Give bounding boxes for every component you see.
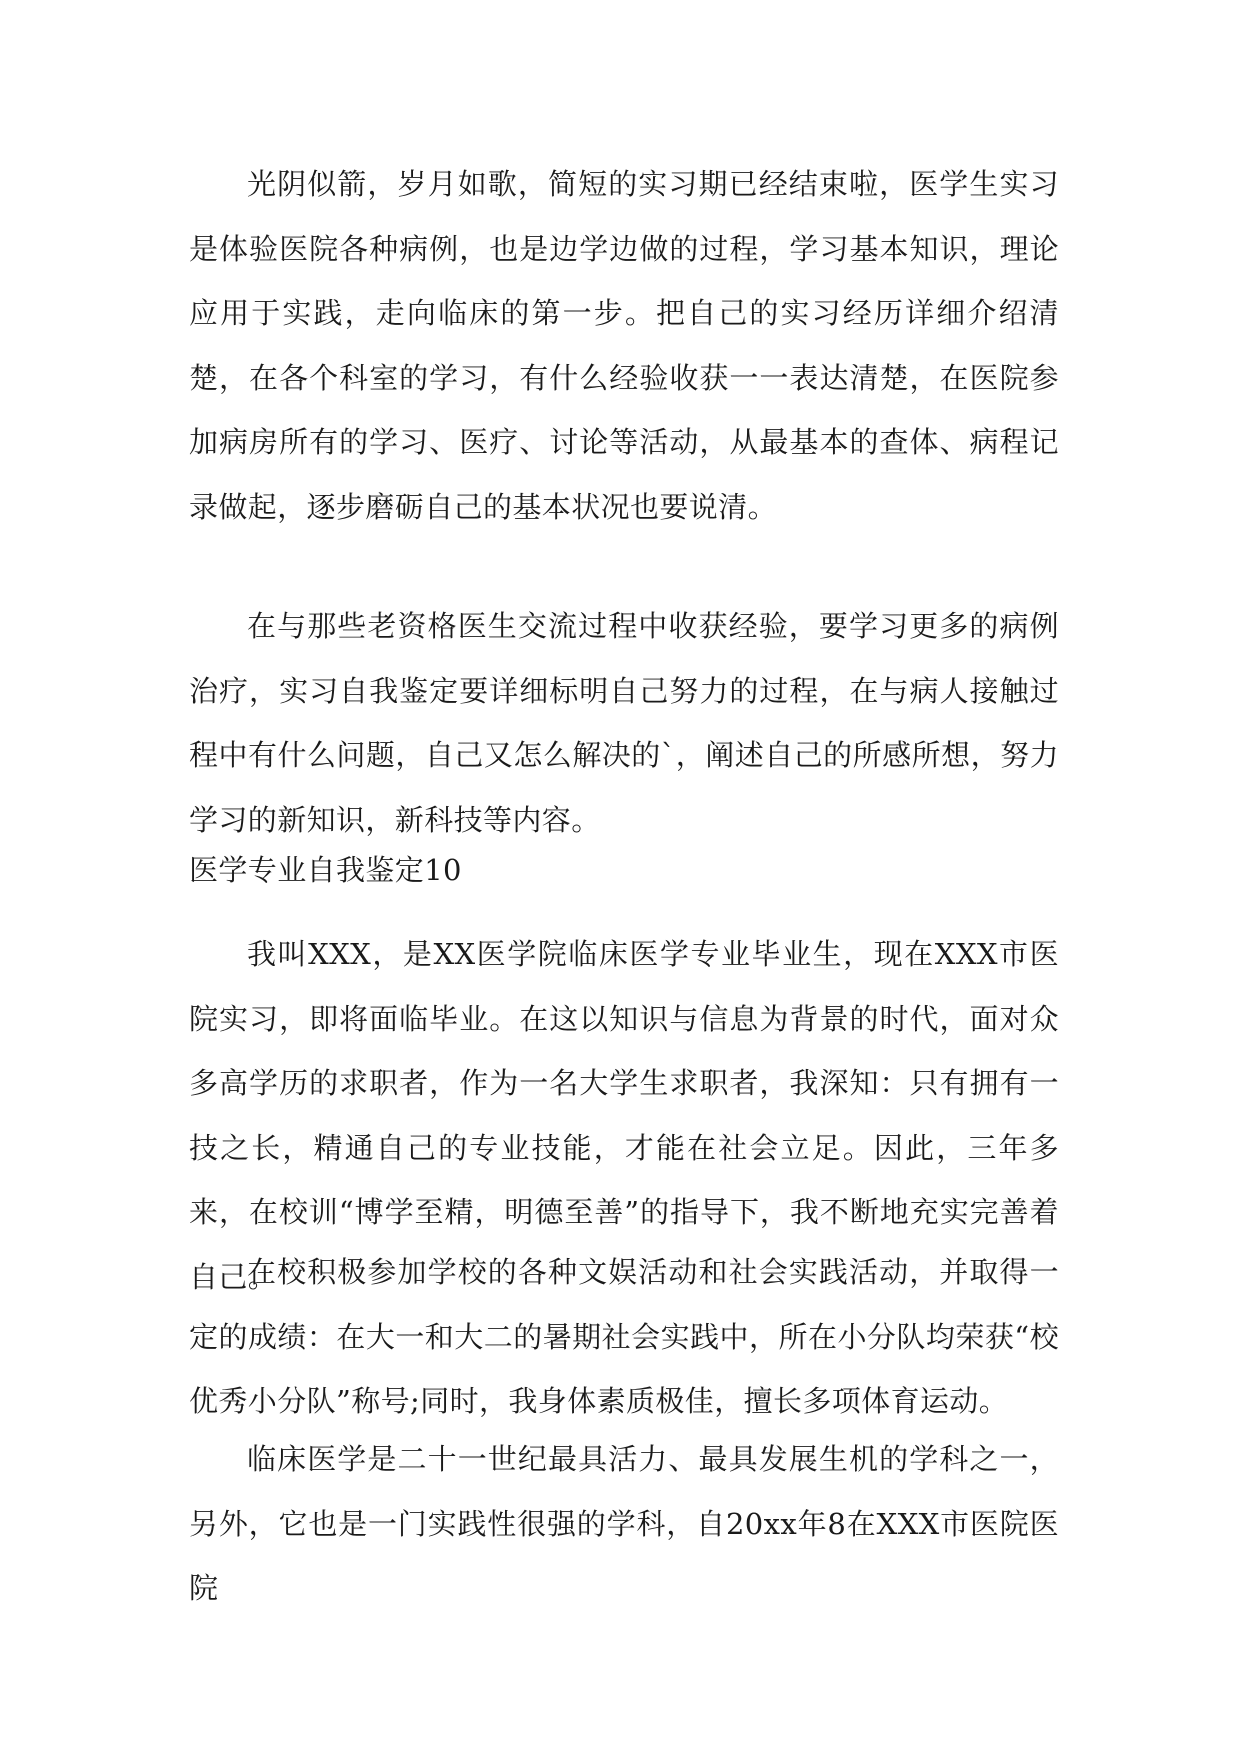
paragraph-block-4 <box>189 1240 1059 1434</box>
paragraph: 光阴似箭，岁月如歌，简短的实习期已经结束啦，医学生实习是体验医院各种病例，也是边学边做的过程，学习基本知识，理论应用于实践，走向临床的第一步。把自己的实习经历详细介绍清楚，在各个科室的学习，有什么经验收获一一表达清楚，在医院参加病房所有的学习、医疗、讨论等活动，从最基本的查体、病程记录做起，逐步磨砺自己的基本状况也要说清。 <box>189 167 1059 524</box>
paragraph: 在与那些老资格医生交流过程中收获经验，要学习更多的病例治疗，实习自我鉴定要详细标明自己努力的过程，在与病人接触过程中有什么问题，自己又怎么解决的`，阐述自己的所感所想，努力学习的新知识，新科技等内容。 <box>189 609 1059 837</box>
paragraph-block-5 <box>189 1427 1059 1621</box>
paragraph-block-2 <box>189 594 1059 852</box>
paragraph-block-1 <box>189 152 1059 539</box>
paragraph: 我叫XXX，是XX医学院临床医学专业毕业生，现在XXX市医院实习，即将面临毕业。在这以知识与信息为背景的时代，面对众多高学历的求职者，作为一名大学生求职者，我深知：只有拥有一技之长，精通自己的专业技能，才能在社会立足。因此，三年多来，在校训“博学至精，明德至善”的指导下，我不断地充实完善着自己。 <box>189 937 1059 1294</box>
section-heading: 医学专业自我鉴定10 <box>189 853 462 887</box>
paragraph: 在校积极参加学校的各种文娱活动和社会实践活动，并取得一定的成绩：在大一和大二的暑期社会实践中，所在小分队均荣获“校优秀小分队”称号;同时，我身体素质极佳，擅长多项体育运动。 <box>189 1255 1059 1418</box>
paragraph: 临床医学是二十一世纪最具活力、最具发展生机的学科之一，另外，它也是一门实践性很强的学科，自20xx年8在XXX市医院医院 <box>189 1442 1059 1605</box>
